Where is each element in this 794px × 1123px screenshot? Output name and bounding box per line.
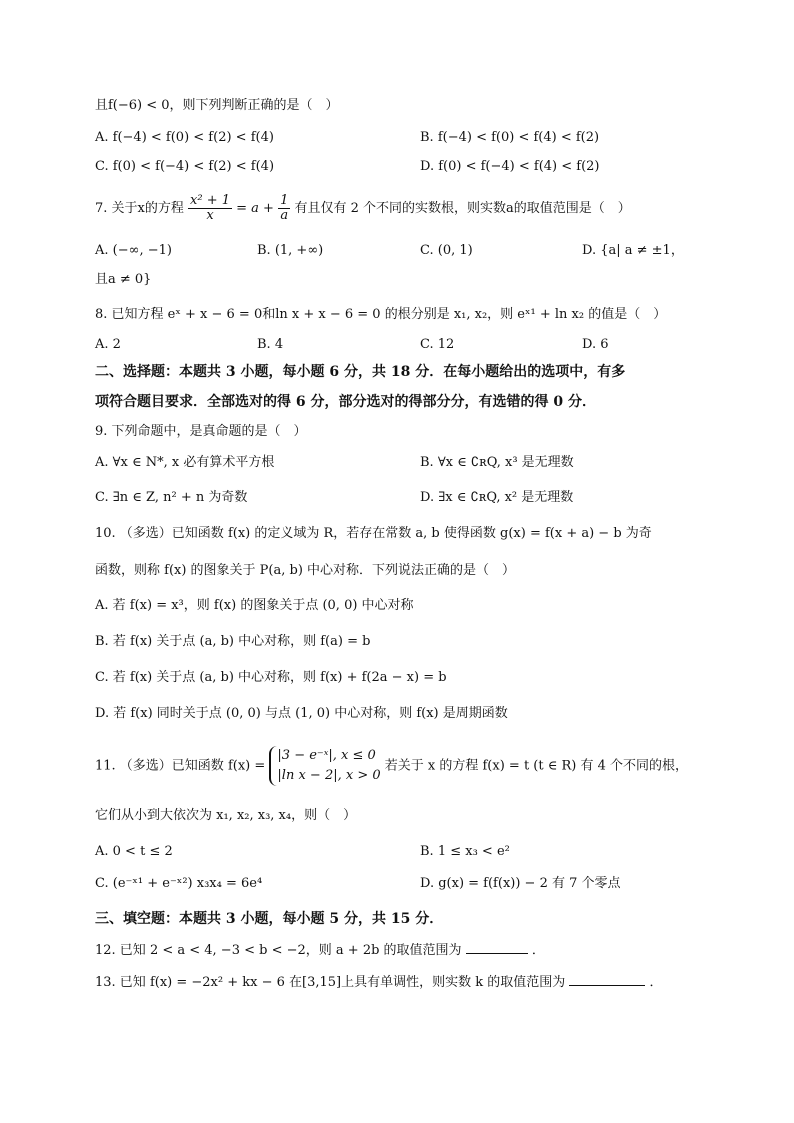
q11-stem-post: 若关于 x 的方程 f(x) = t (t ∈ R) 有 4 个不同的根， [384, 758, 689, 774]
q7-stem-mid: = a + [236, 201, 274, 216]
q10-option-a: A. 若 f(x) = x³，则 f(x) 的图象关于点 (0, 0) 中心对称 [95, 598, 414, 613]
section-3-heading: 三、填空题：本题共 3 小题，每小题 5 分，共 15 分． [95, 911, 444, 927]
q11-case-1: |3 − e⁻ˣ|, x ≤ 0 [277, 748, 376, 763]
q11-piecewise-function [269, 746, 380, 786]
q8-option-a: A. 2 [95, 337, 121, 352]
q10-option-c: C. 若 f(x) 关于点 (a, b) 中心对称，则 f(x) + f(2a − x) = b [95, 670, 447, 685]
q11-option-d: D. g(x) = f(f(x)) − 2 有 7 个零点 [420, 876, 621, 891]
q11-stem [95, 746, 688, 786]
q9-option-a: A. ∀x ∈ N*, x 必有算术平方根 [95, 455, 275, 470]
q8-option-c: C. 12 [420, 337, 455, 352]
q7-stem [95, 194, 631, 223]
q6-option-d: D. f(0) < f(−4) < f(4) < f(2) [420, 159, 600, 174]
q12-stem [95, 940, 545, 961]
q9-option-b: B. ∀x ∈ ∁ʀQ, x³ 是无理数 [420, 455, 574, 470]
q11-option-a: A. 0 < t ≤ 2 [95, 844, 173, 859]
q9-stem: 9. 下列命题中，是真命题的是（ ） [95, 424, 307, 439]
q7-stem-pre: 7. 关于x的方程 [95, 201, 184, 216]
q11-option-b: B. 1 ≤ x₃ < e² [420, 844, 510, 859]
q11-stem-line2: 它们从小到大依次为 x₁, x₂, x₃, x₄，则（ ） [95, 808, 357, 823]
q11-option-c: C. (e⁻ˣ¹ + e⁻ˣ²) x₃x₄ = 6e⁴ [95, 876, 263, 891]
q13-stem-end: ． [649, 975, 663, 990]
q7-fraction-lhs-numerator: x² + 1 [190, 193, 230, 208]
q7-stem-post: 有且仅有 2 个不同的实数根，则实数a的取值范围是（ ） [294, 201, 631, 216]
q8-stem: 8. 已知方程 eˣ + x − 6 = 0和ln x + x − 6 = 0 的根分别是 x₁, x₂，则 eˣ¹ + ln x₂ 的值是（ ） [95, 307, 667, 322]
section-2-heading-line1: 二、选择题：本题共 3 小题，每小题 6 分，共 18 分．在每小题给出的选项中，有多 [95, 364, 626, 380]
q12-answer-blank[interactable] [466, 940, 528, 954]
q13-stem [95, 972, 663, 993]
q11-stem-pre: 11. （多选）已知函数 f(x) = [95, 758, 266, 774]
q7-option-d: D. {a| a ≠ ±1， [582, 243, 684, 258]
q13-stem-text: 13. 已知 f(x) = −2x² + kx − 6 在[3,15]上具有单调性，则实数 k 的取值范围为 [95, 975, 566, 990]
q7-fraction-lhs [188, 194, 232, 223]
q6-option-b: B. f(−4) < f(0) < f(4) < f(2) [420, 130, 600, 145]
q6-option-c: C. f(0) < f(−4) < f(2) < f(4) [95, 159, 275, 174]
q7-option-a: A. (−∞, −1) [95, 243, 172, 258]
q12-stem-text: 12. 已知 2 < a < 4, −3 < b < −2，则 a + 2b 的取值范围为 [95, 943, 462, 958]
q6-condition: 且f(−6) < 0，则下列判断正确的是（ ） [95, 98, 339, 113]
q9-option-c: C. ∃n ∈ Z, n² + n 为奇数 [95, 490, 248, 505]
q7-fraction-rhs-denominator: a [280, 208, 289, 223]
q6-option-a: A. f(−4) < f(0) < f(2) < f(4) [95, 130, 274, 145]
q13-answer-blank[interactable] [569, 972, 645, 986]
q7-option-d-continued: 且a ≠ 0} [95, 272, 152, 287]
q7-fraction-rhs [278, 194, 290, 223]
q7-option-c: C. (0, 1) [420, 243, 473, 258]
q7-option-b: B. (1, +∞) [257, 243, 324, 258]
q8-option-d: D. 6 [582, 337, 609, 352]
q12-stem-end: ． [531, 943, 545, 958]
q10-option-b: B. 若 f(x) 关于点 (a, b) 中心对称，则 f(a) = b [95, 634, 371, 649]
q7-fraction-rhs-numerator: 1 [280, 193, 289, 208]
q10-stem-line1: 10. （多选）已知函数 f(x) 的定义域为 R，若存在常数 a, b 使得函数 g(x) = f(x + a) − b 为奇 [95, 526, 652, 541]
q10-stem-line2: 函数，则称 f(x) 的图象关于 P(a, b) 中心对称．下列说法正确的是（ ） [95, 563, 516, 578]
section-2-heading-line2: 项符合题目要求．全部选对的得 6 分，部分选对的得部分分，有选错的得 0 分． [95, 394, 596, 410]
q8-option-b: B. 4 [257, 337, 284, 352]
q7-fraction-lhs-denominator: x [206, 208, 214, 223]
q9-option-d: D. ∃x ∈ ∁ʀQ, x² 是无理数 [420, 490, 574, 505]
q10-option-d: D. 若 f(x) 同时关于点 (0, 0) 与点 (1, 0) 中心对称，则 f(x) 是周期函数 [95, 706, 508, 721]
q11-case-2: |ln x − 2|, x > 0 [277, 768, 381, 783]
